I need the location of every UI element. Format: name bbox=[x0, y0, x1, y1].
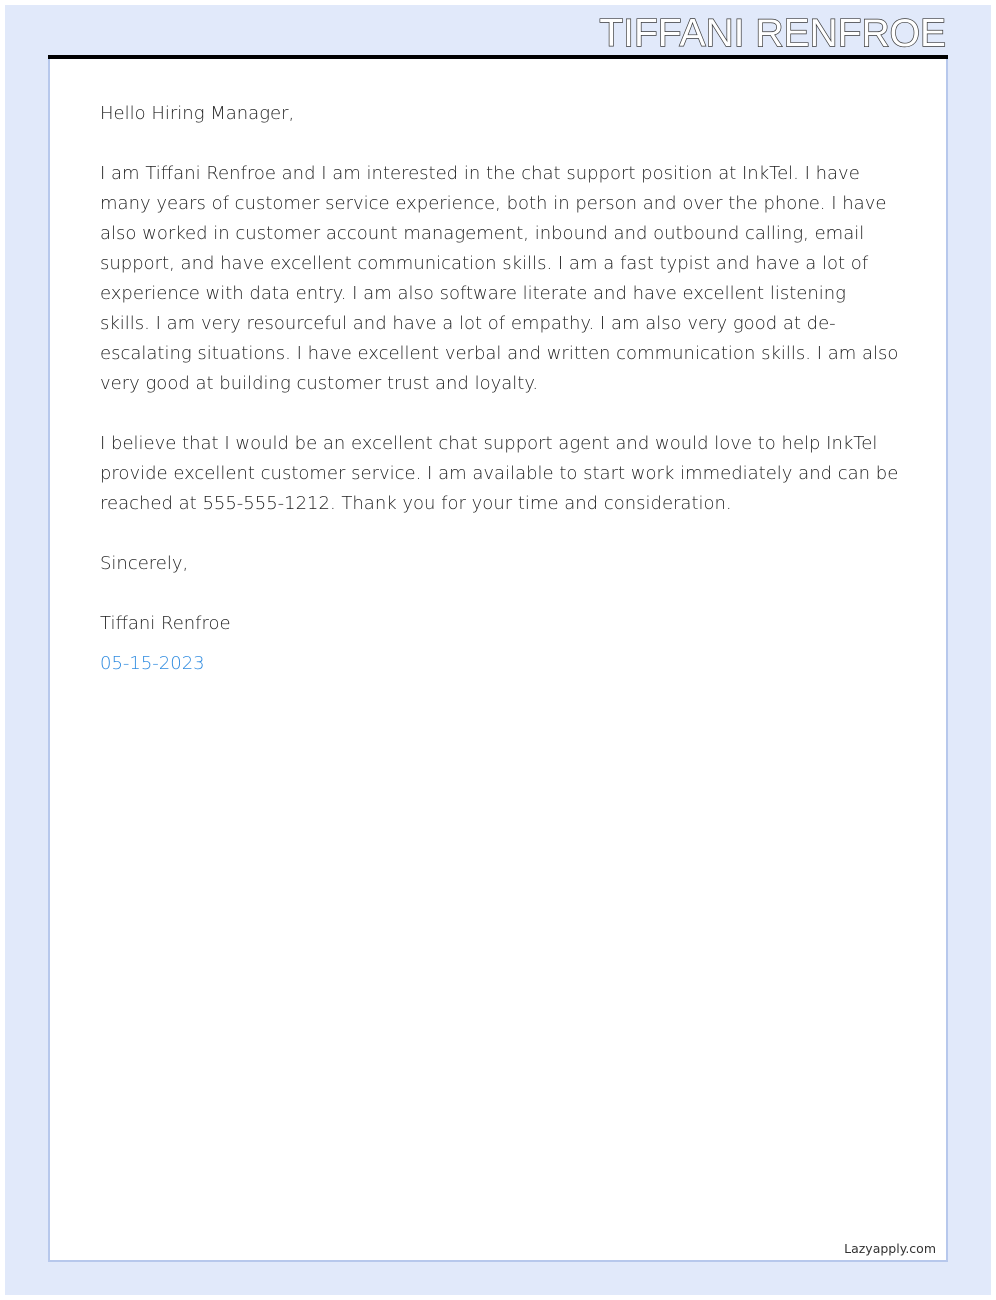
letter-paragraph-closing: I believe that I would be an excellent chat support agent and would love to help InkTel provide excellent customer service. I am available to start work immediately and can be reached at 555-555-1212. Thank you for your time and consideration. bbox=[100, 433, 899, 514]
letter-date: 05-15-2023 bbox=[100, 653, 205, 674]
lazyapply-watermark: Lazyapply.com bbox=[844, 1241, 936, 1256]
letter-sheet bbox=[48, 59, 948, 1262]
letter-signature-name: Tiffani Renfroe bbox=[100, 613, 231, 634]
applicant-name-heading: TIFFANI RENFROE bbox=[599, 12, 946, 55]
letter-body bbox=[100, 99, 900, 679]
letter-greeting: Hello Hiring Manager, bbox=[100, 103, 295, 124]
page-frame bbox=[5, 5, 991, 1295]
letter-closing: Sincerely, bbox=[100, 553, 189, 574]
letter-paragraph-intro: I am Tiffani Renfroe and I am interested in the chat support position at InkTel. I have many years of customer service experience, both in person and over the phone. I have also worked in customer account management, inbound and outbound calling, email support, and have excellent communication skills. I am a fast typist and have a lot of experience with data entry. I am also software literate and have excellent listening skills. I am very resourceful and have a lot of empathy. I am also very good at de-escalating situations. I have excellent verbal and written communication skills. I am also very good at building customer trust and loyalty. bbox=[100, 163, 899, 394]
